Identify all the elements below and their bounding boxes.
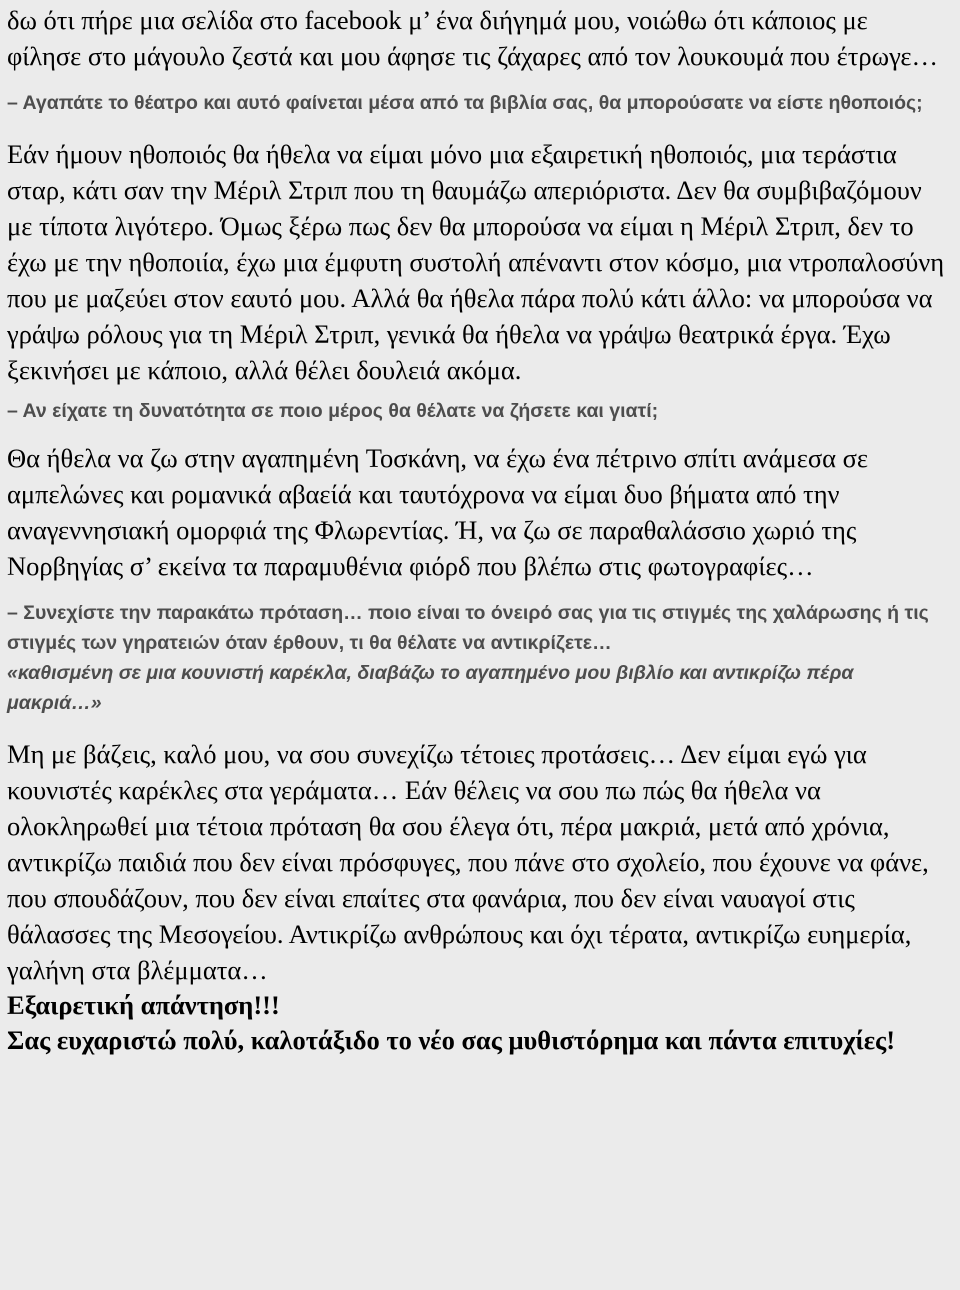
question-dream: – Συνεχίστε την παρακάτω πρόταση… ποιο είναι το όνειρό σας για τις στιγμές της χαλάρωσης ή τις στιγμές των γηρατειών όταν έρθουν, τι θα θέλατε να αντικρίζετε… <box>7 602 929 654</box>
answer-theatre: Εάν ήμουν ηθοποιός θα ήθελα να είμαι μόνο μια εξαιρετική ηθοποιός, μια τεράστια σταρ, κάτι σαν την Μέριλ Στριπ που τη θαυμάζω απεριόριστα. Δεν θα συμβιβαζόμουν με τίποτα λιγότερο. Όμως ξέρω πως δεν θα μπορούσα να είμαι η Μέριλ Στριπ, δεν το έχω με την ηθοποιία, έχω μια έμφυτη συστολή απέναντι στον κόσμο, μια ντροπαλοσύνη που με μαζεύει στον εαυτό μου. Αλλά θα ήθελα πάρα πολύ κάτι άλλο: να μπορούσα να γράψω ρόλους για τη Μέριλ Στριπ, γενικά θα ήθελα να γράψω θεατρικά έργα. Έχω ξεκινήσει με κάποιο, αλλά θέλει δουλειά ακόμα. <box>7 139 945 385</box>
answer-place: Θα ήθελα να ζω στην αγαπημένη Τοσκάνη, να έχω ένα πέτρινο σπίτι ανάμεσα σε αμπελώνες και ρομανικά αβαείά και ταυτόχρονα να είμαι δυο βήματα από την αναγεννησιακή ομορφιά της Φλωρεντίας. Ή, να ζω σε παραθαλάσσιο χωριό της Νορβηγίας σ’ εκείνα τα παραμυθένια φιόρδ που βλέπω στις φωτογραφίες… <box>7 443 869 581</box>
question-theatre: – Αγαπάτε το θέατρο και αυτό φαίνεται μέσα από τα βιβλία σας, θα μπορούσατε να είστε ηθοποιός; <box>7 92 923 114</box>
closing-remark: Εξαιρετική απάντηση!!! <box>7 990 280 1020</box>
intro-paragraph: δω ότι πήρε μια σελίδα στο facebook μ’ ένα διήγημά μου, νοιώθω ότι κάποιος με φίλησε στο μάγουλο ζεστά και μου άφησε τις ζάχαρες από τον λουκουμά που έτρωγε… <box>7 5 938 71</box>
question-dream-quote: «καθισμένη σε μια κουνιστή καρέκλα, διαβάζω το αγαπημένο μου βιβλίο και αντικρίζω πέρα μακριά…» <box>7 662 854 714</box>
closing-thanks: Σας ευχαριστώ πολύ, καλοτάξιδο το νέο σας μυθιστόρημα και πάντα επιτυχίες! <box>7 1025 896 1055</box>
answer-dream: Μη με βάζεις, καλό μου, να σου συνεχίζω τέτοιες προτάσεις… Δεν είμαι εγώ για κουνιστές καρέκλες στα γεράματα… Εάν θέλεις να σου πω πώς θα ήθελα να ολοκληρωθεί μια τέτοια πρόταση θα σου έλεγα ότι, πέρα μακριά, μετά από χρόνια, αντικρίζω παιδιά που δεν είναι πρόσφυγες, που πάνε στο σχολείο, που έχουνε να φάνε, που σπουδάζουν, που δεν είναι επαίτες στα φανάρια, που δεν είναι ναυαγοί στις θάλασσες της Μεσογείου. Αντικρίζω ανθρώπους και όχι τέρατα, αντικρίζω ευημερία, γαλήνη στα βλέμματα… <box>7 739 929 985</box>
question-place: – Αν είχατε τη δυνατότητα σε ποιο μέρος θα θέλατε να ζήσετε και γιατί; <box>7 400 659 422</box>
